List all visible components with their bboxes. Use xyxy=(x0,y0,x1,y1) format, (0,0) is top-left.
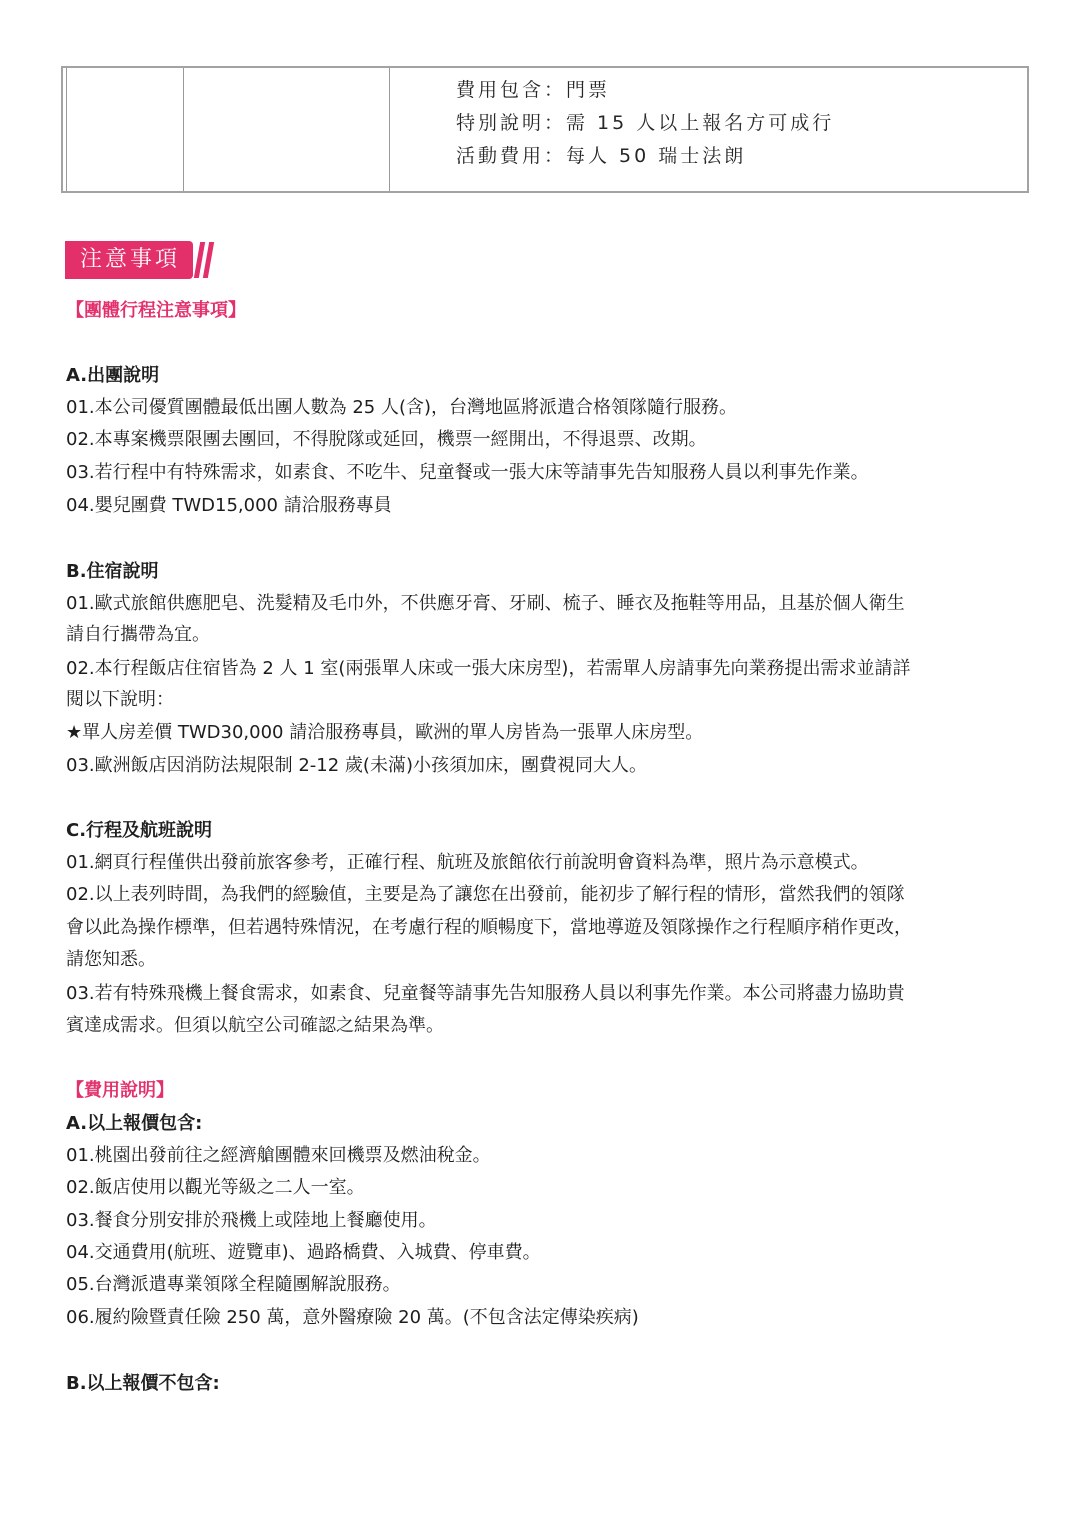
tag-stroke-2 xyxy=(203,242,214,278)
section-b-line: 02.本行程飯店住宿皆為 2 人 1 室(兩張單人床或一張大床房型)，若需單人房請事先向業務提出需求並請詳 xyxy=(66,658,911,679)
fee-b-title: B.以上報價不包含: xyxy=(66,1373,220,1394)
section-c-line: 賓達成需求。但須以航空公司確認之結果為準。 xyxy=(66,1015,444,1036)
section-c-title: C.行程及航班說明 xyxy=(66,820,213,841)
fee-a-line: 01.桃園出發前往之經濟艙團體來回機票及燃油稅金。 xyxy=(66,1145,491,1166)
special-note-line: 特別說明：需 15 人以上報名方可成行 xyxy=(456,112,835,134)
section-a-line: 02.本專案機票限團去團回，不得脫隊或延回，機票一經開出，不得退票、改期。 xyxy=(66,429,707,450)
table-cell-empty-1 xyxy=(66,68,184,191)
section-c-line: 02.以上表列時間，為我們的經驗值，主要是為了讓您在出發前，能初步了解行程的情形，當然我們的領隊 xyxy=(66,884,905,905)
section-c-line: 03.若有特殊飛機上餐食需求，如素食、兒童餐等請事先告知服務人員以利事先作業。本公司將盡力協助貴 xyxy=(66,983,905,1004)
section-b-title: B.住宿說明 xyxy=(66,561,159,582)
fee-a-line: 03.餐食分別安排於飛機上或陸地上餐廳使用。 xyxy=(66,1210,437,1231)
section-b-line: ★單人房差價 TWD30,000 請洽服務專員，歐洲的單人房皆為一張單人床房型。 xyxy=(66,722,704,743)
section-b-line: 01.歐式旅館供應肥皂、洗髮精及毛巾外，不供應牙膏、牙刷、梳子、睡衣及拖鞋等用品，且基於個人衛生 xyxy=(66,593,905,614)
section-b-line: 03.歐洲飯店因消防法規限制 2-12 歲(未滿)小孩須加床，團費視同大人。 xyxy=(66,755,647,776)
section-c-line: 01.網頁行程僅供出發前旅客參考，正確行程、航班及旅館依行前說明會資料為準，照片為示意模式。 xyxy=(66,852,869,873)
fee-a-line: 05.台灣派遣專業領隊全程隨團解說服務。 xyxy=(66,1274,401,1295)
fee-heading: 【費用說明】 xyxy=(66,1080,174,1101)
section-tag-label: 注意事項 xyxy=(65,241,193,279)
activity-fee-line: 活動費用：每人 50 瑞士法朗 xyxy=(456,145,747,167)
section-a-line: 04.嬰兒團費 TWD15,000 請洽服務專員 xyxy=(66,495,392,516)
table-cell-empty-2 xyxy=(184,68,390,191)
group-notes-heading: 【團體行程注意事項】 xyxy=(66,300,246,321)
table-cell-details xyxy=(390,68,1027,191)
fee-a-line: 02.飯店使用以觀光等級之二人一室。 xyxy=(66,1177,365,1198)
info-table xyxy=(61,66,1029,193)
fee-a-title: A.以上報價包含: xyxy=(66,1113,203,1134)
fee-a-line: 04.交通費用(航班、遊覽車)、過路橋費、入城費、停車費。 xyxy=(66,1242,541,1263)
section-a-line: 03.若行程中有特殊需求，如素食、不吃牛、兒童餐或一張大床等請事先告知服務人員以利事先作業。 xyxy=(66,462,869,483)
section-b-line: 閱以下說明： xyxy=(66,689,174,710)
section-a-line: 01.本公司優質團體最低出團人數為 25 人(含)，台灣地區將派遣合格領隊隨行服務。 xyxy=(66,397,738,418)
section-tag xyxy=(65,241,211,279)
section-b-line: 請自行攜帶為宜。 xyxy=(66,624,210,645)
section-c-line: 會以此為操作標準，但若遇特殊情況，在考慮行程的順暢度下，當地導遊及領隊操作之行程順序稍作更改， xyxy=(66,917,912,938)
section-a-title: A.出團說明 xyxy=(66,365,160,386)
fee-includes-line: 費用包含：門票 xyxy=(456,79,611,101)
section-c-line: 請您知悉。 xyxy=(66,949,156,970)
fee-a-line: 06.履約險暨責任險 250 萬，意外醫療險 20 萬。(不包含法定傳染疾病) xyxy=(66,1307,639,1328)
